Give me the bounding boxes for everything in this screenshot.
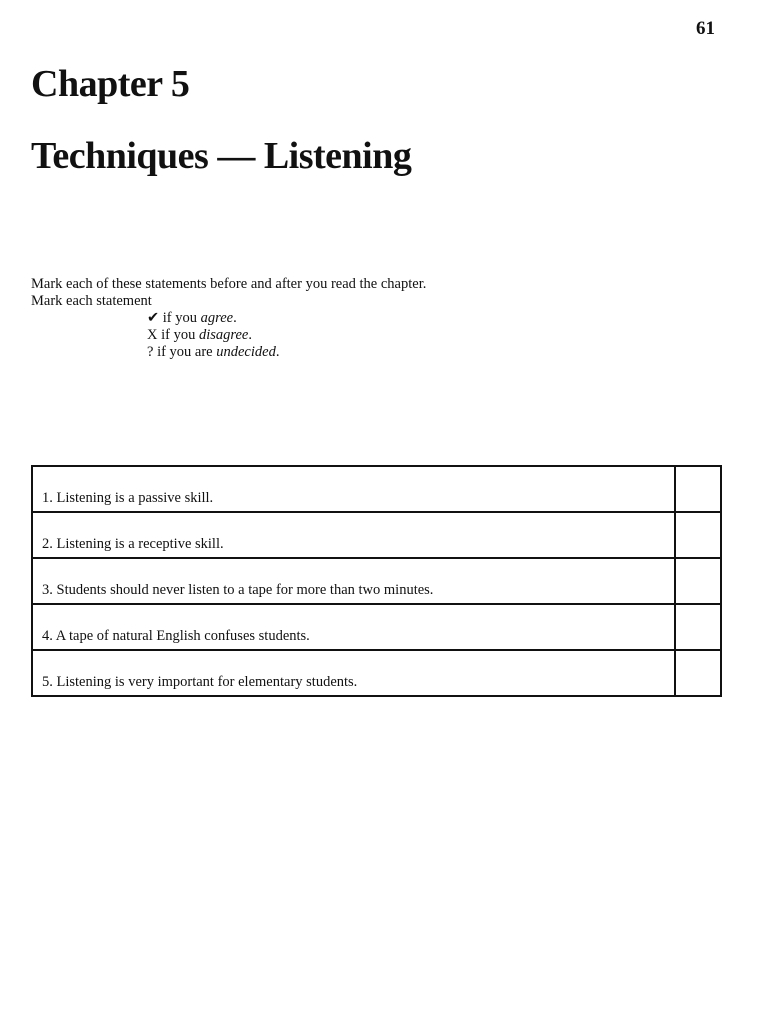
legend-agree: ✔ if you agree.	[147, 310, 237, 326]
mark-legend	[147, 310, 426, 361]
statement-text: 3. Students should never listen to a tape for more than two minutes.	[32, 558, 675, 604]
statement-text: 2. Listening is a receptive skill.	[32, 512, 675, 558]
mark-box[interactable]	[675, 512, 721, 558]
table-row	[32, 512, 721, 558]
table-row	[32, 604, 721, 650]
instruction-line-2: Mark each statement	[31, 293, 152, 309]
chapter-title: Techniques — Listening	[31, 135, 412, 177]
question-mark-icon: ?	[147, 344, 154, 360]
table-row	[32, 650, 721, 696]
page-number: 61	[696, 18, 715, 39]
checkmark-icon: ✔	[147, 310, 160, 326]
legend-disagree: X if you disagree.	[147, 327, 252, 343]
mark-box[interactable]	[675, 558, 721, 604]
mark-box[interactable]	[675, 604, 721, 650]
legend-undecided: ? if you are undecided.	[147, 344, 280, 360]
instruction-line-1: Mark each of these statements before and after you read the chapter.	[31, 276, 427, 292]
table-row	[32, 558, 721, 604]
statements-table	[31, 465, 722, 697]
table-row	[32, 466, 721, 512]
chapter-label: Chapter 5	[31, 63, 190, 105]
instructions	[31, 276, 426, 361]
statement-text: 5. Listening is very important for elementary students.	[32, 650, 675, 696]
statement-text: 4. A tape of natural English confuses students.	[32, 604, 675, 650]
statement-text: 1. Listening is a passive skill.	[32, 466, 675, 512]
mark-box[interactable]	[675, 650, 721, 696]
x-mark-icon: X	[147, 327, 158, 343]
mark-box[interactable]	[675, 466, 721, 512]
